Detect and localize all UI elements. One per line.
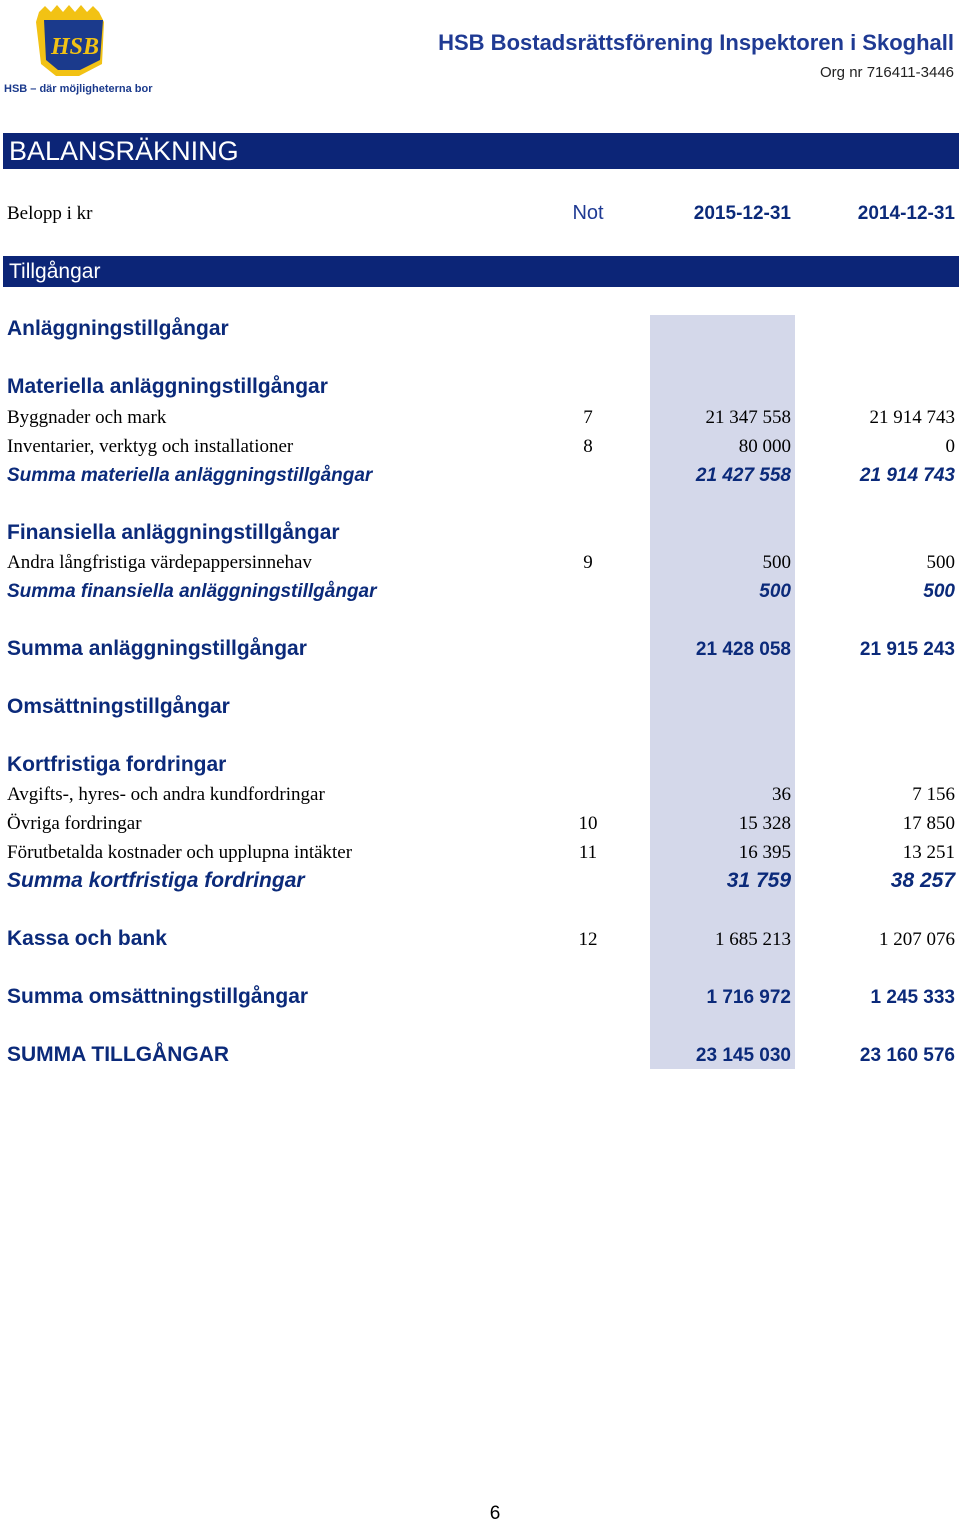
row-value-2015: 15 328 [738, 813, 791, 834]
row-note: 12 [578, 929, 598, 950]
row-value-2014: 17 850 [902, 813, 955, 834]
row-label: SUMMA TILLGÅNGAR [7, 1043, 230, 1066]
table-row [0, 808, 960, 837]
row-value-2014: 23 160 576 [859, 1045, 955, 1066]
row-label: Inventarier, verktyg och installationer [7, 436, 294, 457]
row-value-2014: 21 914 743 [859, 465, 955, 486]
subtotal-row [0, 866, 960, 895]
section-heading [0, 314, 960, 343]
row-label: Summa finansiella anläggningstillgångar [7, 581, 377, 602]
heading-label: Anläggningstillgångar [7, 317, 229, 340]
org-title: HSB Bostadsrättsförening Inspektoren i Skoghall [438, 30, 954, 55]
row-value-2015: 23 145 030 [695, 1045, 791, 1066]
row-value-2014: 7 156 [912, 784, 955, 805]
row-label: Andra långfristiga värdepappersinnehav [7, 552, 312, 573]
table-row [0, 431, 960, 460]
year1-column-header: 2015-12-31 [693, 203, 791, 224]
table-row [0, 924, 960, 953]
row-value-2014: 0 [945, 436, 955, 457]
subsection-heading [0, 372, 960, 401]
table-row [0, 402, 960, 431]
row-value-2015: 1 716 972 [706, 987, 791, 1008]
row-value-2014: 500 [923, 581, 955, 602]
row-note: 9 [583, 552, 593, 573]
total-row [0, 634, 960, 663]
row-label: Förutbetalda kostnader och upplupna intäkter [7, 842, 353, 863]
heading-label: Materiella anläggningstillgångar [7, 375, 328, 398]
column-header-row [0, 198, 960, 227]
row-value-2015: 21 347 558 [705, 407, 791, 428]
section-heading [0, 692, 960, 721]
not-column-header: Not [572, 202, 604, 224]
table-row [0, 837, 960, 866]
row-value-2014: 1 207 076 [879, 929, 955, 950]
row-note: 7 [583, 407, 593, 428]
subtotal-row [0, 460, 960, 489]
row-value-2014: 21 914 743 [869, 407, 955, 428]
row-label: Summa omsättningstillgångar [7, 985, 309, 1008]
row-value-2015: 80 000 [738, 436, 791, 457]
assets-band: Tillgångar [3, 256, 959, 287]
row-note: 10 [578, 813, 598, 834]
row-value-2015: 500 [759, 581, 791, 602]
svg-text:HSB: HSB [50, 34, 100, 60]
section-title-band: BALANSRÄKNING [3, 133, 959, 169]
row-label: Byggnader och mark [7, 407, 167, 428]
row-value-2015: 1 685 213 [715, 929, 791, 950]
total-row [0, 982, 960, 1011]
page-number: 6 [489, 1503, 501, 1524]
row-label: Kassa och bank [7, 927, 167, 950]
subsection-heading [0, 750, 960, 779]
svg-text:HSB – där möjligheterna bor: HSB – där möjligheterna bor [4, 83, 153, 95]
unit-label: Belopp i kr [7, 203, 93, 224]
subtotal-row [0, 576, 960, 605]
table-row [0, 547, 960, 576]
row-label: Summa kortfristiga fordringar [7, 869, 305, 892]
row-value-2014: 1 245 333 [870, 987, 955, 1008]
row-note: 11 [578, 842, 598, 863]
row-value-2015: 500 [762, 552, 791, 573]
row-value-2015: 31 759 [726, 869, 791, 892]
row-value-2014: 13 251 [902, 842, 955, 863]
row-label: Summa materiella anläggningstillgångar [7, 465, 373, 486]
row-value-2015: 36 [772, 784, 791, 805]
row-value-2014: 38 257 [890, 869, 955, 892]
row-value-2014: 21 915 243 [859, 639, 955, 660]
row-value-2015: 21 428 058 [695, 639, 791, 660]
row-label: Övriga fordringar [7, 813, 142, 834]
row-value-2015: 21 427 558 [695, 465, 791, 486]
hsb-logo [4, 4, 154, 96]
grand-total-row [0, 1040, 960, 1069]
year2-column-header: 2014-12-31 [857, 203, 955, 224]
table-row [0, 779, 960, 808]
row-label: Summa anläggningstillgångar [7, 637, 307, 660]
row-value-2015: 16 395 [738, 842, 791, 863]
heading-label: Omsättningstillgångar [7, 695, 230, 718]
heading-label: Finansiella anläggningstillgångar [7, 521, 340, 544]
row-value-2014: 500 [926, 552, 955, 573]
row-label: Avgifts-, hyres- och andra kundfordringar [7, 784, 325, 805]
org-number: Org nr 716411-3446 [820, 64, 954, 81]
row-note: 8 [583, 436, 593, 457]
subsection-heading [0, 518, 960, 547]
heading-label: Kortfristiga fordringar [7, 753, 227, 776]
